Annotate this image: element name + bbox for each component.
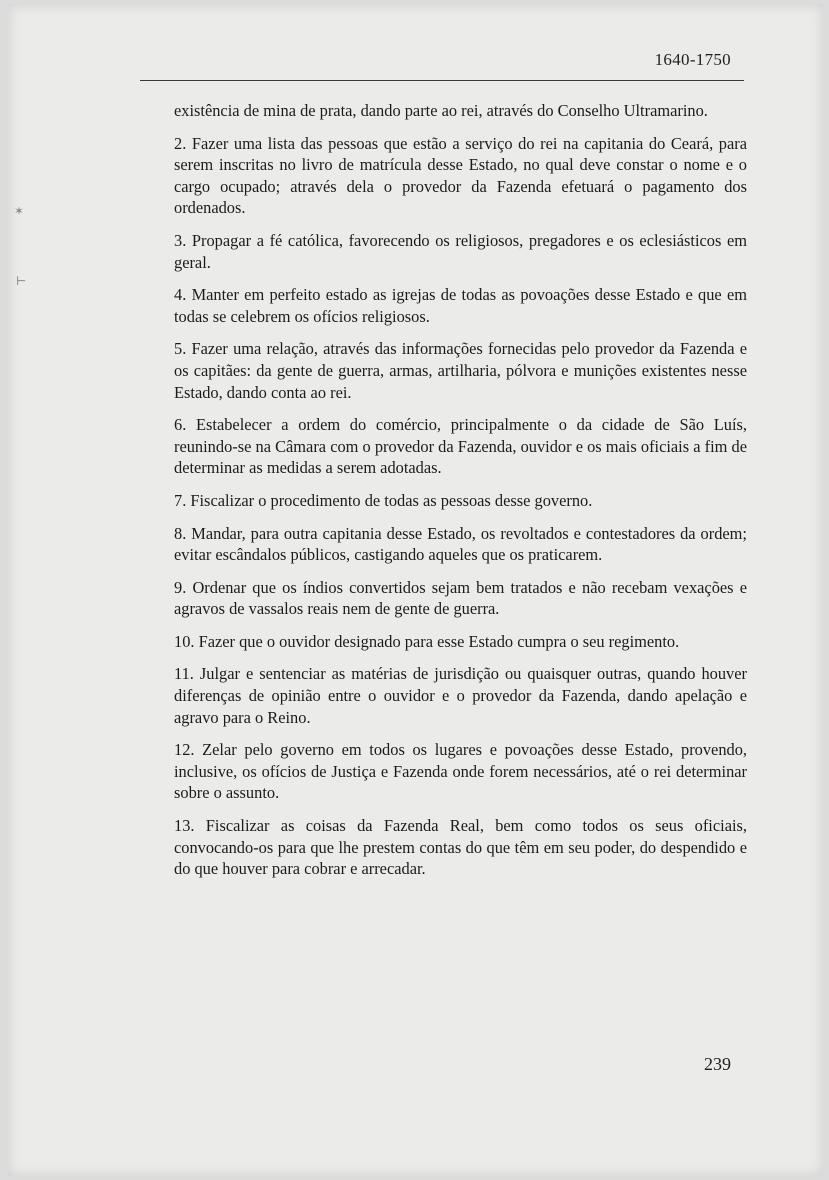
page-number: 239 (704, 1054, 731, 1074)
running-header-date-range: 1640-1750 (654, 50, 731, 69)
paragraph: existência de mina de prata, dando parte ao rei, através do Conselho Ultramarino. (174, 101, 708, 120)
paragraph: 11. Julgar e sentenciar as matérias de jurisdição ou quaisquer outras, quando houver diferenças de opinião entre o ouvidor e o provedor da Fazenda, dando apelação e agravo para o Reino. (174, 664, 747, 727)
paragraph: 7. Fiscalizar o procedimento de todas as pessoas desse governo. (174, 490, 593, 510)
book-page (8, 4, 823, 1176)
paragraph: 5. Fazer uma relação, através das informações fornecidas pelo provedor da Fazenda e os capitães: da gente de guerra, armas, artilharia, pólvora e munições existentes nesse Estado, dando conta ao rei. (174, 339, 747, 402)
margin-mark: ⊢ (16, 274, 27, 288)
header-rule (140, 80, 744, 81)
paragraph: 2. Fazer uma lista das pessoas que estão a serviço do rei na capitania do Ceará, para serem inscritas no livro de matrícula desse Estado, no qual deve constar o nome e o cargo ocupado; através dela o provedor da Fazenda efetuará o pagamento dos ordenados. (174, 133, 747, 218)
paragraph: 13. Fiscalizar as coisas da Fazenda Real, bem como todos os seus oficiais, convocando-os para que lhe prestem contas do que têm em seu poder, do despendido e do que houver para cobrar e arrecadar. (174, 816, 747, 879)
paragraph: 6. Estabelecer a ordem do comércio, principalmente o da cidade de São Luís, reunindo-se na Câmara com o provedor da Fazenda, ouvidor e os mais oficiais a fim de determinar as medidas a serem adotadas. (174, 415, 747, 478)
paragraph: 4. Manter em perfeito estado as igrejas de todas as povoações desse Estado e que em todas se celebrem os ofícios religiosos. (174, 285, 747, 326)
paragraph: 10. Fazer que o ouvidor designado para esse Estado cumpra o seu regimento. (174, 631, 680, 651)
paragraph: 8. Mandar, para outra capitania desse Estado, os revoltados e contestadores da ordem; evitar escândalos públicos, castigando aqueles que os praticarem. (174, 523, 747, 565)
body-text (174, 100, 747, 891)
margin-mark: ✶ (14, 204, 25, 218)
paragraph: 9. Ordenar que os índios convertidos sejam bem tratados e não recebam vexações e agravos de vassalos reais nem de gente de guerra. (174, 577, 747, 619)
paragraph: 12. Zelar pelo governo em todos os lugares e povoações desse Estado, provendo, inclusive, os ofícios de Justiça e Fazenda onde forem necessários, até o rei determinar sobre o assunto. (174, 740, 747, 803)
paragraph: 3. Propagar a fé católica, favorecendo os religiosos, pregadores e os eclesiásticos em geral. (174, 230, 747, 272)
